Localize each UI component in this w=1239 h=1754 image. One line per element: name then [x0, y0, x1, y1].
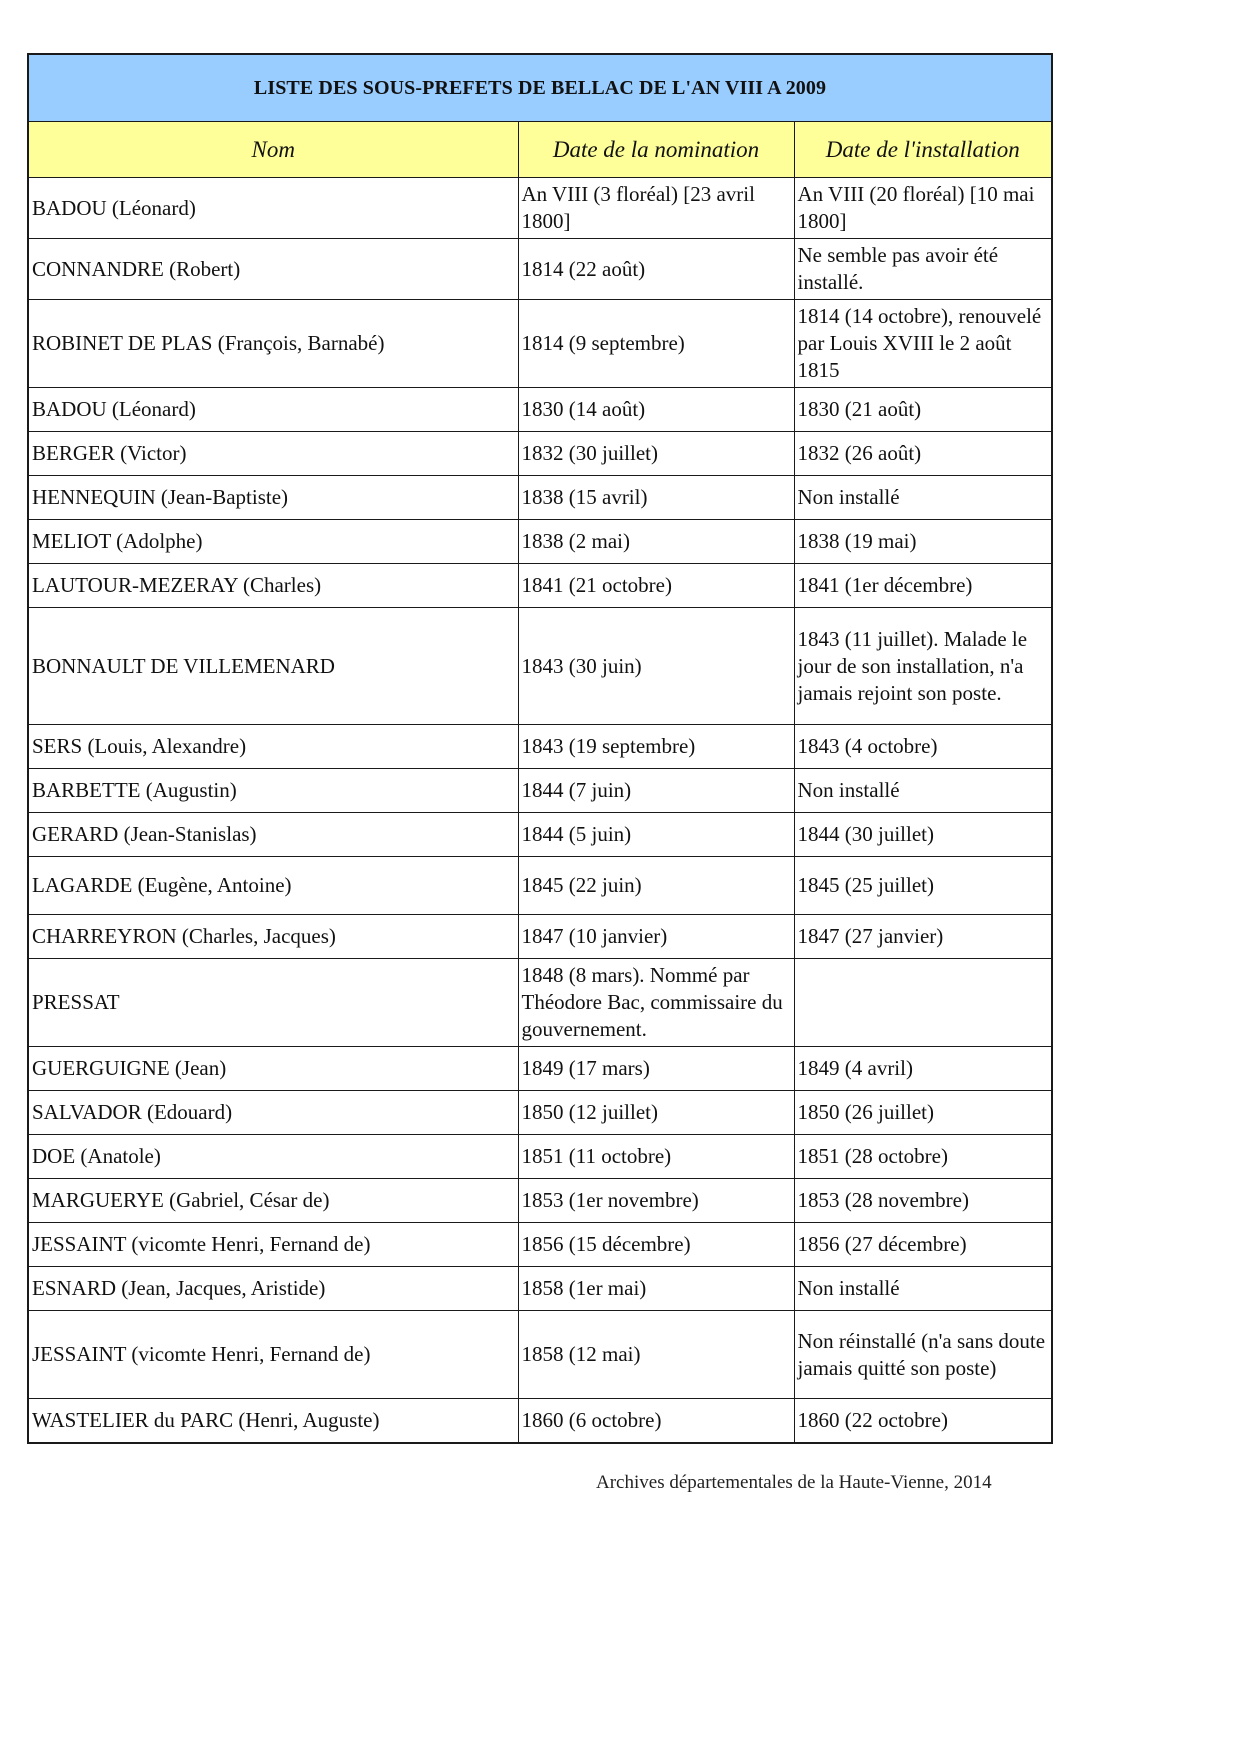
cell-nomination: 1843 (30 juin) [518, 608, 794, 725]
cell-nom: CHARREYRON (Charles, Jacques) [28, 915, 518, 959]
cell-installation: 1838 (19 mai) [794, 520, 1052, 564]
cell-nom: BARBETTE (Augustin) [28, 769, 518, 813]
table-row [28, 725, 1052, 769]
title-row [28, 54, 1052, 122]
cell-installation: 1860 (22 octobre) [794, 1399, 1052, 1444]
cell-installation: Non installé [794, 769, 1052, 813]
cell-nomination: 1845 (22 juin) [518, 857, 794, 915]
cell-nom: JESSAINT (vicomte Henri, Fernand de) [28, 1311, 518, 1399]
table-row [28, 178, 1052, 239]
cell-installation: 1843 (4 octobre) [794, 725, 1052, 769]
cell-nomination: 1856 (15 décembre) [518, 1223, 794, 1267]
cell-installation: 1844 (30 juillet) [794, 813, 1052, 857]
cell-nomination: 1847 (10 janvier) [518, 915, 794, 959]
table-row [28, 564, 1052, 608]
cell-installation: 1832 (26 août) [794, 432, 1052, 476]
cell-nom: BADOU (Léonard) [28, 178, 518, 239]
cell-nom: LAGARDE (Eugène, Antoine) [28, 857, 518, 915]
cell-installation: Non installé [794, 476, 1052, 520]
cell-installation: 1845 (25 juillet) [794, 857, 1052, 915]
table-row [28, 769, 1052, 813]
cell-installation: Non réinstallé (n'a sans doute jamais quitté son poste) [794, 1311, 1052, 1399]
table-row [28, 608, 1052, 725]
cell-installation: An VIII (20 floréal) [10 mai 1800] [794, 178, 1052, 239]
cell-installation [794, 959, 1052, 1047]
cell-installation: 1850 (26 juillet) [794, 1091, 1052, 1135]
table-row [28, 1267, 1052, 1311]
table-row [28, 1399, 1052, 1444]
cell-nom: JESSAINT (vicomte Henri, Fernand de) [28, 1223, 518, 1267]
cell-nom: GUERGUIGNE (Jean) [28, 1047, 518, 1091]
cell-nomination: 1838 (2 mai) [518, 520, 794, 564]
cell-nom: ROBINET DE PLAS (François, Barnabé) [28, 300, 518, 388]
cell-nom: HENNEQUIN (Jean-Baptiste) [28, 476, 518, 520]
table-row [28, 813, 1052, 857]
cell-nom: GERARD (Jean-Stanislas) [28, 813, 518, 857]
sous-prefets-table [27, 53, 1053, 1444]
cell-nomination: 1841 (21 octobre) [518, 564, 794, 608]
cell-nomination: 1849 (17 mars) [518, 1047, 794, 1091]
cell-nomination: 1814 (9 septembre) [518, 300, 794, 388]
cell-nom: DOE (Anatole) [28, 1135, 518, 1179]
column-header-nomination: Date de la nomination [518, 122, 794, 178]
cell-nomination: 1848 (8 mars). Nommé par Théodore Bac, commissaire du gouvernement. [518, 959, 794, 1047]
table-row [28, 1311, 1052, 1399]
table-row [28, 1091, 1052, 1135]
cell-nomination: 1851 (11 octobre) [518, 1135, 794, 1179]
cell-nomination: 1844 (7 juin) [518, 769, 794, 813]
cell-installation: 1856 (27 décembre) [794, 1223, 1052, 1267]
cell-installation: 1830 (21 août) [794, 388, 1052, 432]
cell-nomination: 1814 (22 août) [518, 239, 794, 300]
cell-nom: MELIOT (Adolphe) [28, 520, 518, 564]
table-row [28, 1223, 1052, 1267]
table-row [28, 300, 1052, 388]
cell-nomination: 1850 (12 juillet) [518, 1091, 794, 1135]
cell-nomination: 1860 (6 octobre) [518, 1399, 794, 1444]
cell-nom: MARGUERYE (Gabriel, César de) [28, 1179, 518, 1223]
table-row [28, 520, 1052, 564]
cell-nom: LAUTOUR-MEZERAY (Charles) [28, 564, 518, 608]
cell-installation: Non installé [794, 1267, 1052, 1311]
table-row [28, 239, 1052, 300]
source-footer: Archives départementales de la Haute-Vienne, 2014 [596, 1472, 992, 1493]
cell-nom: ESNARD (Jean, Jacques, Aristide) [28, 1267, 518, 1311]
table-row [28, 1135, 1052, 1179]
cell-nom: SALVADOR (Edouard) [28, 1091, 518, 1135]
cell-installation: 1851 (28 octobre) [794, 1135, 1052, 1179]
table-row [28, 432, 1052, 476]
cell-installation: 1853 (28 novembre) [794, 1179, 1052, 1223]
cell-nomination: 1844 (5 juin) [518, 813, 794, 857]
table-row [28, 1179, 1052, 1223]
cell-nom: BONNAULT DE VILLEMENARD [28, 608, 518, 725]
column-header-nom: Nom [28, 122, 518, 178]
cell-installation: 1847 (27 janvier) [794, 915, 1052, 959]
table-row [28, 857, 1052, 915]
cell-nom: WASTELIER du PARC (Henri, Auguste) [28, 1399, 518, 1444]
cell-nomination: 1858 (12 mai) [518, 1311, 794, 1399]
table-title: LISTE DES SOUS-PREFETS DE BELLAC DE L'AN VIII A 2009 [28, 54, 1052, 122]
cell-nomination: 1858 (1er mai) [518, 1267, 794, 1311]
cell-installation: 1841 (1er décembre) [794, 564, 1052, 608]
cell-nomination: 1832 (30 juillet) [518, 432, 794, 476]
table-row [28, 476, 1052, 520]
cell-nomination: 1830 (14 août) [518, 388, 794, 432]
cell-nom: PRESSAT [28, 959, 518, 1047]
table-row [28, 1047, 1052, 1091]
cell-nom: BERGER (Victor) [28, 432, 518, 476]
header-row [28, 122, 1052, 178]
cell-nomination: 1843 (19 septembre) [518, 725, 794, 769]
cell-installation: 1814 (14 octobre), renouvelé par Louis XVIII le 2 août 1815 [794, 300, 1052, 388]
cell-nom: SERS (Louis, Alexandre) [28, 725, 518, 769]
table-row [28, 388, 1052, 432]
cell-installation: Ne semble pas avoir été installé. [794, 239, 1052, 300]
cell-nomination: 1853 (1er novembre) [518, 1179, 794, 1223]
column-header-installation: Date de l'installation [794, 122, 1052, 178]
cell-nom: CONNANDRE (Robert) [28, 239, 518, 300]
cell-nom: BADOU (Léonard) [28, 388, 518, 432]
cell-installation: 1849 (4 avril) [794, 1047, 1052, 1091]
table-row [28, 959, 1052, 1047]
cell-nomination: An VIII (3 floréal) [23 avril 1800] [518, 178, 794, 239]
table-row [28, 915, 1052, 959]
cell-nomination: 1838 (15 avril) [518, 476, 794, 520]
cell-installation: 1843 (11 juillet). Malade le jour de son installation, n'a jamais rejoint son poste. [794, 608, 1052, 725]
